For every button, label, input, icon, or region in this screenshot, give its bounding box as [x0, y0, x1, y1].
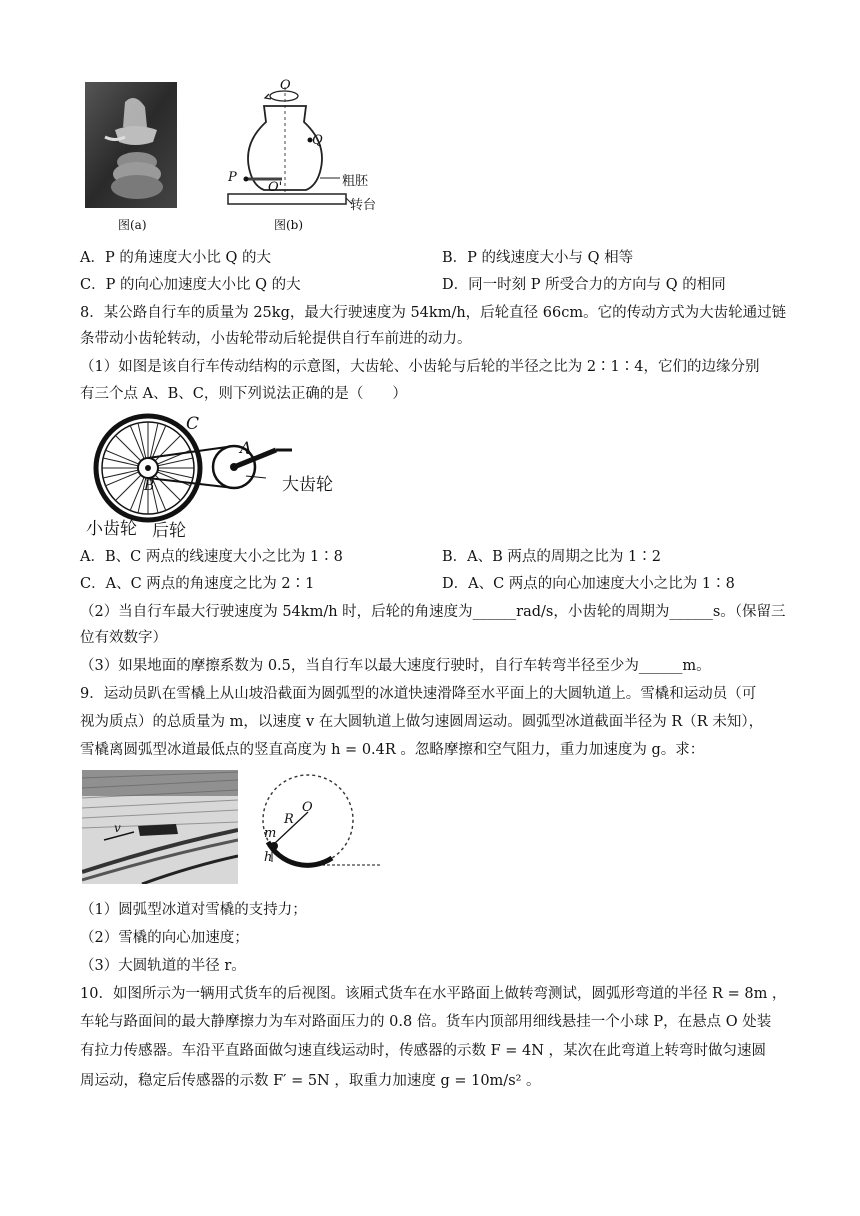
- q7-option-d: D．同一时刻 P 所受合力的方向与 Q 的相同: [442, 277, 726, 293]
- q8-sub2-line2: 位有效数字）: [80, 630, 167, 646]
- q7-option-c: C．P 的向心加速度大小比 Q 的大: [80, 277, 301, 293]
- track-label-O: O: [302, 800, 313, 815]
- q8-sub3: （3）如果地面的摩擦系数为 0.5，当自行车以最大速度行驶时，自行车转弯半径至少为______m。: [80, 658, 711, 674]
- label-Q: Q: [312, 133, 323, 148]
- q7-option-a: A．P 的角速度大小比 Q 的大: [80, 250, 271, 266]
- label-big-gear: 大齿轮: [282, 475, 333, 495]
- label-A: A: [240, 438, 252, 457]
- label-blank: 粗胚: [342, 174, 369, 189]
- label-turntable: 转台: [350, 198, 377, 213]
- label-rear-wheel: 后轮: [152, 521, 186, 541]
- photo-label-v: v: [114, 821, 121, 835]
- q9-sub2: （2）雪橇的向心加速度；: [80, 930, 249, 946]
- track-label-R: R: [284, 812, 294, 827]
- q8-option-d: D．A、C 两点的向心加速度大小之比为 1∶8: [442, 576, 735, 592]
- figure-b-caption: 图(b): [274, 218, 304, 232]
- track-label-m: m: [264, 826, 277, 841]
- q10-line2: 车轮与路面间的最大静摩擦力为车对路面压力的 0.8 倍。货车内顶部用细线悬挂一个小球 P，在悬点 O 处装: [80, 1014, 772, 1030]
- figure-a-photo: [85, 82, 177, 208]
- q8-option-c: C．A、C 两点的角速度之比为 2∶1: [80, 576, 315, 592]
- q9-sub3: （3）大圆轨道的半径 r。: [80, 958, 246, 974]
- figure-a-caption: 图(a): [118, 218, 147, 232]
- q8-option-a: A．B、C 两点的线速度大小之比为 1∶8: [80, 549, 343, 565]
- label-P: P: [228, 170, 237, 185]
- q8-sub1-line1: （1）如图是该自行车传动结构的示意图，大齿轮、小齿轮与后轮的半径之比为 2∶1∶4，它们的边缘分别: [80, 359, 760, 375]
- label-B: B: [144, 478, 155, 494]
- label-small-gear: 小齿轮: [86, 519, 137, 539]
- label-O-prime: O': [268, 180, 283, 195]
- q8-stem-line1: 8．某公路自行车的质量为 25kg，最大行驶速度为 54km/h，后轮直径 66cm。它的传动方式为大齿轮通过链: [80, 305, 787, 321]
- label-O: O: [280, 78, 291, 93]
- label-C: C: [186, 414, 200, 434]
- q8-option-b: B．A、B 两点的周期之比为 1∶2: [442, 549, 661, 565]
- q10-line4: 周运动，稳定后传感器的示数 F′ = 5N ，取重力加速度 g = 10m/s² 。: [80, 1073, 541, 1089]
- q7-option-b: B．P 的线速度大小与 Q 相等: [442, 250, 634, 266]
- track-label-h: h: [264, 850, 273, 865]
- q9-sub1: （1）圆弧型冰道对雪橇的支持力；: [80, 902, 307, 918]
- q10-line1: 10．如图所示为一辆用式货车的后视图。该厢式货车在水平路面上做转弯测试，圆弧形弯道的半径 R = 8m ，: [80, 986, 787, 1002]
- q9-stem-line2: 视为质点）的总质量为 m，以速度 v 在大圆轨道上做匀速圆周运动。圆弧型冰道截面半径为 R（R 未知），: [80, 714, 764, 730]
- q9-stem-line3: 雪橇离圆弧型冰道最低点的竖直高度为 h = 0.4R 。忽略摩擦和空气阻力，重力加速度为 g。求：: [80, 742, 705, 758]
- figure-b-diagram: [222, 82, 372, 212]
- q8-sub1-line2: 有三个点 A、B、C，则下列说法正确的是（ ）: [80, 386, 407, 402]
- q10-line3: 有拉力传感器。车沿平直路面做匀速直线运动时，传感器的示数 F = 4N ，某次在此弯道上转弯时做匀速圆: [80, 1043, 767, 1059]
- q8-sub2-line1: （2）当自行车最大行驶速度为 54km/h 时，后轮的角速度为______rad/s，小齿轮的周期为______s。（保留三: [80, 604, 786, 620]
- q9-stem-line1: 9．运动员趴在雪橇上从山坡沿截面为圆弧型的冰道快速滑降至水平面上的大圆轨道上。雪橇和运动员（可: [80, 686, 757, 702]
- q8-stem-line2: 条带动小齿轮转动，小齿轮带动后轮提供自行车前进的动力。: [80, 331, 472, 347]
- sled-photo: [82, 770, 238, 884]
